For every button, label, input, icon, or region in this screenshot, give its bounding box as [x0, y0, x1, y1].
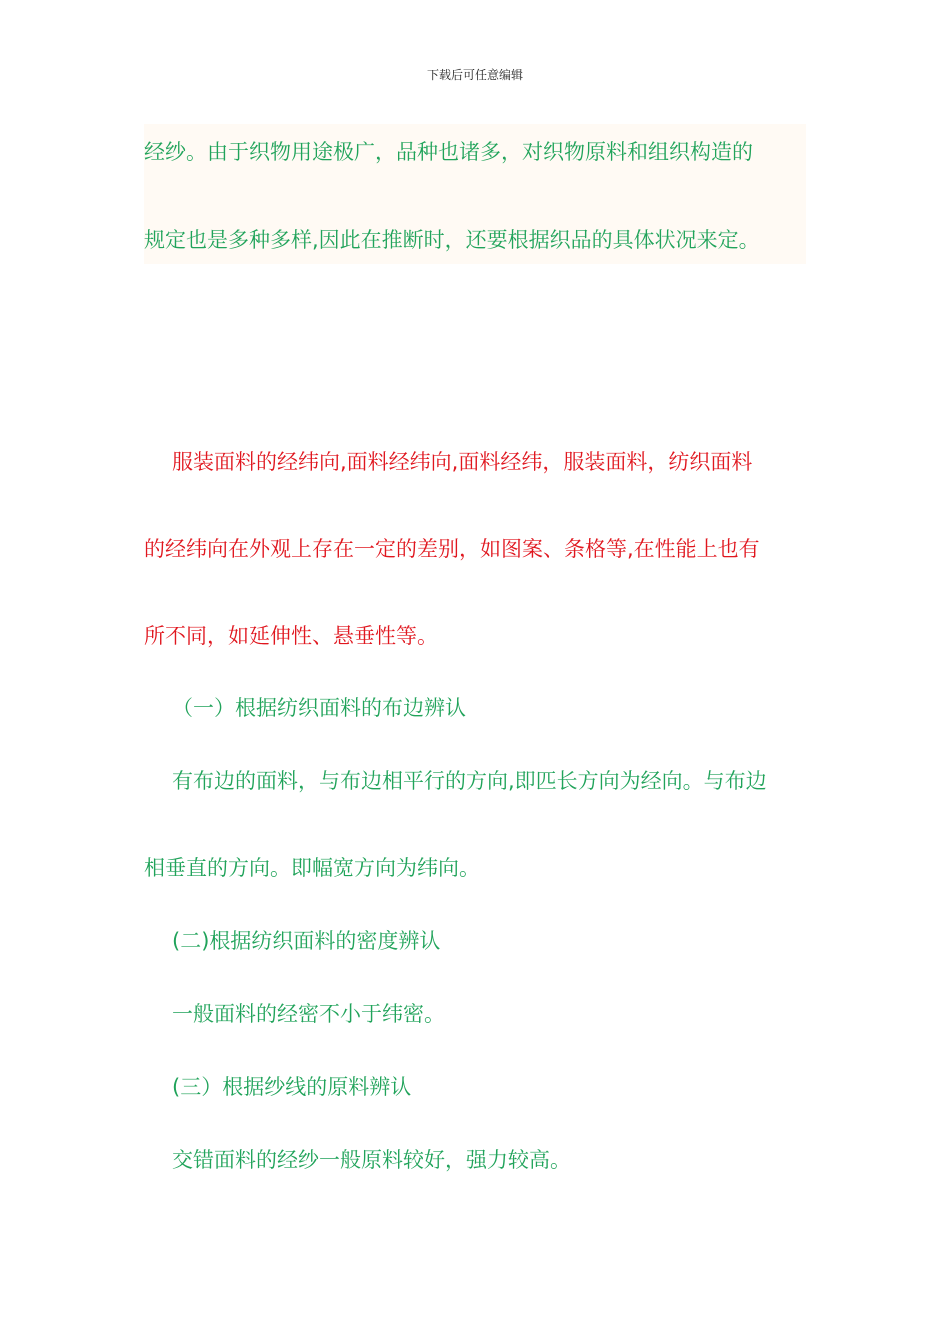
paragraph-1-line-1: 经纱。由于织物用途极广，品种也诸多，对织物原料和组织构造的 [144, 140, 753, 164]
paragraph-2-line-3: 所不同，如延伸性、悬垂性等。 [144, 624, 438, 648]
page-header: 下载后可任意编辑 [426, 68, 523, 82]
section-1-body-line-1: 有布边的面料，与布边相平行的方向,即匹长方向为经向。与布边 [172, 769, 767, 793]
section-1-body-line-2: 相垂直的方向。即幅宽方向为纬向。 [144, 856, 480, 880]
section-1-heading: （一）根据纺织面料的布边辨认 [172, 696, 466, 720]
section-2-body: 一般面料的经密不小于纬密。 [172, 1002, 445, 1026]
paragraph-1-line-2: 规定也是多种多样,因此在推断时，还要根据织品的具体状况来定。 [144, 228, 760, 252]
paragraph-2-line-1: 服装面料的经纬向,面料经纬向,面料经纬，服装面料，纺织面料 [172, 450, 753, 474]
paragraph-2-line-2: 的经纬向在外观上存在一定的差别，如图案、条格等,在性能上也有 [144, 537, 760, 561]
section-2-heading: (二)根据纺织面料的密度辨认 [172, 929, 441, 953]
section-3-heading: (三）根据纱线的原料辨认 [172, 1075, 412, 1099]
section-3-body: 交错面料的经纱一般原料较好，强力较高。 [172, 1148, 571, 1172]
